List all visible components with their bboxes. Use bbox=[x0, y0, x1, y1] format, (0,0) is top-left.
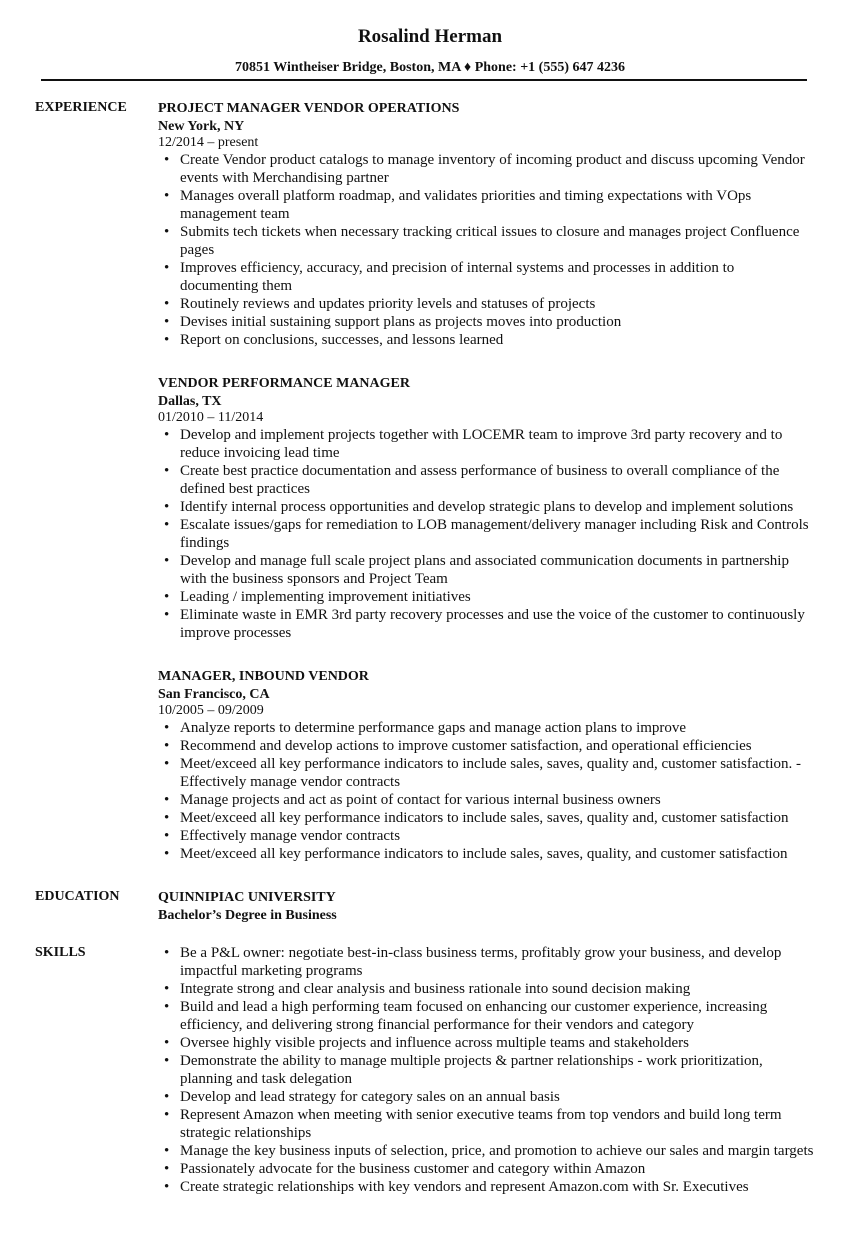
job-location: San Francisco, CA bbox=[158, 687, 270, 702]
bullet-item: • Identify internal process opportunities and develop strategic plans to develop and implement solutions bbox=[158, 498, 816, 516]
skills-entry bbox=[158, 944, 813, 1196]
section-label-skills: SKILLS bbox=[35, 945, 86, 960]
bullet-item: • Improves efficiency, accuracy, and precision of internal systems and processes in addition to documenting them bbox=[158, 259, 816, 295]
skill-item: • Manage the key business inputs of selection, price, and promotion to achieve our sales and margin targets bbox=[158, 1142, 816, 1160]
skill-item: • Integrate strong and clear analysis and business rationale into sound decision making bbox=[158, 980, 816, 998]
skill-item: • Be a P&L owner: negotiate best-in-class business terms, profitably grow your business, and develop impactful marketing programs bbox=[158, 944, 816, 980]
skill-item: • Represent Amazon when meeting with senior executive teams from top vendors and build long term strategic relationships bbox=[158, 1106, 816, 1142]
bullet-item: • Devises initial sustaining support plans as projects moves into production bbox=[158, 313, 816, 331]
section-label-experience: EXPERIENCE bbox=[35, 100, 127, 115]
bullet-item: • Leading / implementing improvement initiatives bbox=[158, 588, 816, 606]
bullet-item: • Develop and manage full scale project plans and associated communication documents in partnership with the business sponsors and Project Team bbox=[158, 552, 816, 588]
bullet-item: • Eliminate waste in EMR 3rd party recovery processes and use the voice of the customer to continuously improve processes bbox=[158, 606, 816, 642]
skill-item: • Passionately advocate for the business customer and category within Amazon bbox=[158, 1160, 816, 1178]
bullet-item: • Meet/exceed all key performance indicators to include sales, saves, quality and, customer satisfaction. - Effectively manage vendor contracts bbox=[158, 755, 816, 791]
bullet-item: • Meet/exceed all key performance indicators to include sales, saves, quality, and customer satisfaction bbox=[158, 845, 816, 863]
bullet-item: • Submits tech tickets when necessary tracking critical issues to closure and manages project Confluence pages bbox=[158, 223, 816, 259]
job-title: PROJECT MANAGER VENDOR OPERATIONS bbox=[158, 101, 460, 116]
job-dates: 01/2010 – 11/2014 bbox=[158, 410, 264, 425]
job-title: MANAGER, INBOUND VENDOR bbox=[158, 669, 369, 684]
bullet-item: • Meet/exceed all key performance indicators to include sales, saves, quality and, customer satisfaction bbox=[158, 809, 816, 827]
job-bullets bbox=[158, 151, 813, 349]
bullet-item: • Manages overall platform roadmap, and validates priorities and timing expectations with VOps management team bbox=[158, 187, 816, 223]
skill-item: • Demonstrate the ability to manage multiple projects & partner relationships - work prioritization, planning and task delegation bbox=[158, 1052, 816, 1088]
job-dates: 10/2005 – 09/2009 bbox=[158, 703, 264, 718]
school-name: QUINNIPIAC UNIVERSITY bbox=[158, 890, 336, 905]
candidate-name: Rosalind Herman bbox=[357, 26, 503, 47]
bullet-item: • Create best practice documentation and assess performance of business to overall compliance of the defined best practices bbox=[158, 462, 816, 498]
job-location: Dallas, TX bbox=[158, 394, 222, 409]
bullet-item: • Analyze reports to determine performance gaps and manage action plans to improve bbox=[158, 719, 816, 737]
skill-item: • Build and lead a high performing team focused on enhancing our customer experience, increasing efficiency, and delivering strong financial performance for their vendors and category bbox=[158, 998, 816, 1034]
bullet-item: • Report on conclusions, successes, and lessons learned bbox=[158, 331, 816, 349]
bullet-item: • Effectively manage vendor contracts bbox=[158, 827, 816, 845]
header-divider bbox=[41, 79, 807, 81]
job-location: New York, NY bbox=[158, 119, 245, 134]
bullet-item: • Develop and implement projects together with LOCEMR team to improve 3rd party recovery and to reduce invoicing lead time bbox=[158, 426, 816, 462]
job-bullets bbox=[158, 426, 813, 642]
education-entry bbox=[158, 888, 813, 924]
job-entry bbox=[158, 374, 813, 642]
skills-list bbox=[158, 944, 813, 1196]
skill-item: • Develop and lead strategy for category sales on an annual basis bbox=[158, 1088, 816, 1106]
job-entry bbox=[158, 667, 813, 863]
skill-item: • Create strategic relationships with key vendors and represent Amazon.com with Sr. Executives bbox=[158, 1178, 816, 1196]
degree: Bachelor’s Degree in Business bbox=[158, 908, 337, 923]
bullet-item: • Create Vendor product catalogs to manage inventory of incoming product and discuss upcoming Vendor events with Merchandising partner bbox=[158, 151, 816, 187]
bullet-item: • Routinely reviews and updates priority levels and statuses of projects bbox=[158, 295, 816, 313]
section-label-education: EDUCATION bbox=[35, 889, 120, 904]
job-entry bbox=[158, 99, 813, 349]
job-dates: 12/2014 – present bbox=[158, 135, 259, 150]
bullet-item: • Recommend and develop actions to improve customer satisfaction, and operational efficiencies bbox=[158, 737, 816, 755]
bullet-item: • Manage projects and act as point of contact for various internal business owners bbox=[158, 791, 816, 809]
job-bullets bbox=[158, 719, 813, 863]
contact-info: 70851 Wintheiser Bridge, Boston, MA ♦ Phone: +1 (555) 647 4236 bbox=[234, 60, 626, 75]
job-title: VENDOR PERFORMANCE MANAGER bbox=[158, 376, 410, 391]
skill-item: • Oversee highly visible projects and influence across multiple teams and stakeholders bbox=[158, 1034, 816, 1052]
bullet-item: • Escalate issues/gaps for remediation to LOB management/delivery manager including Risk and Controls findings bbox=[158, 516, 816, 552]
experience-list bbox=[158, 99, 813, 888]
